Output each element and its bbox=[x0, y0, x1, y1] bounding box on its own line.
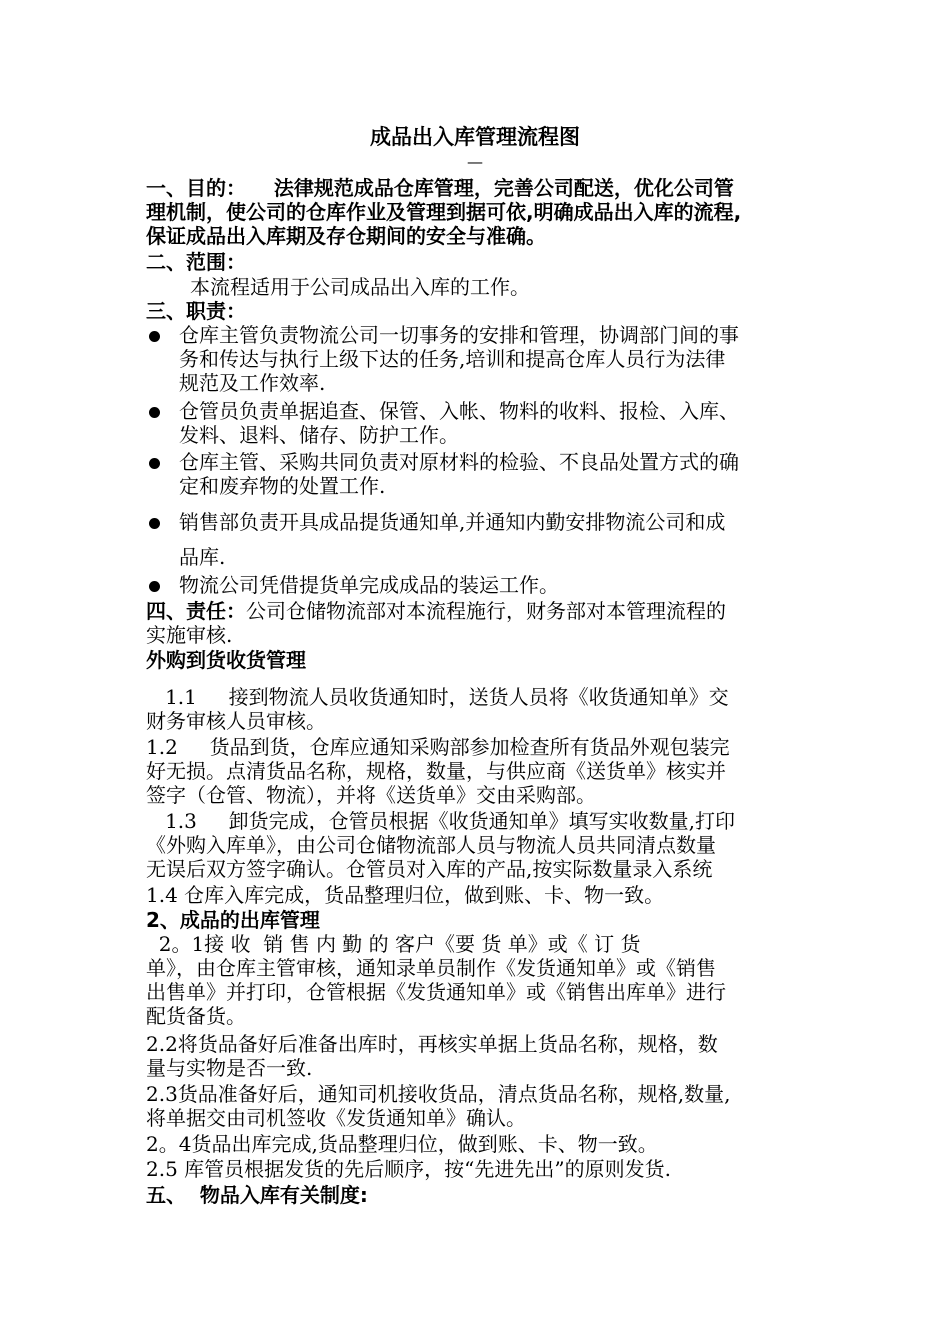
duty-text: 仓库主管、采购共同负责对原材料的检验、不良品处置方式的确 定和废弃物的处置工作. bbox=[179, 450, 739, 498]
purchase-heading: 外购到货收货管理 bbox=[146, 648, 306, 672]
duty-text: 仓管员负责单据追查、保管、入帐、物料的收料、报检、入库、 发料、退料、储存、防护工作。 bbox=[179, 399, 739, 447]
purpose-line-3: 保证成品出入库期及存仓期间的安全与准确。 bbox=[146, 224, 546, 248]
responsibility-heading: 四、责任： bbox=[146, 599, 246, 623]
outbound-para-1: 2。1接 收 销 售 内 勤 的 客户《要 货 单》或《 订 货 单》，由仓库主管审核，通知录单员制作《发货通知单》或《销售 出售单》并打印，仓管根据《发货通知单》或《销售出库单》进行 配货备货。 bbox=[146, 932, 726, 1028]
outbound-para-3: 2.3货品准备好后，通知司机接收货品，清点货品名称，规格,数量, 将单据交由司机签收《发货通知单》确认。 bbox=[146, 1082, 731, 1130]
outbound-para-5: 2.5 库管员根据发货的先后顺序，按“先进先出”的原则发货. bbox=[146, 1157, 671, 1181]
bullet-icon bbox=[149, 407, 160, 418]
duty-text: 品库. bbox=[179, 545, 226, 569]
bullet-icon bbox=[149, 458, 160, 469]
bullet-icon bbox=[149, 581, 160, 592]
document-title: 成品出入库管理流程图 bbox=[370, 125, 580, 149]
purchase-para-3: 1.3 卸货完成，仓管员根据《收货通知单》填写实收数量,打印 《外购入库单》，由公司仓储物流部人员与物流人员共同清点数量 无误后双方签字确认。仓管员对入库的产品,按实际数量录入系统 bbox=[146, 809, 736, 881]
section-purpose bbox=[146, 176, 816, 248]
scope-body: 本流程适用于公司成品出入库的工作。 bbox=[190, 275, 530, 299]
purpose-line-2: 理机制，使公司的仓库作业及管理到据可依,明确成品出入库的流程, bbox=[146, 200, 742, 224]
outbound-para-4: 2。4货品出库完成,货品整理归位，做到账、卡、物一致。 bbox=[146, 1132, 658, 1156]
purchase-para-1: 1.1 接到物流人员收货通知时，送货人员将《收货通知单》交 财务审核人员审核。 bbox=[146, 685, 729, 733]
bullet-icon bbox=[149, 518, 160, 529]
duty-text: 仓库主管负责物流公司一切事务的安排和管理，协调部门间的事 务和传达与执行上级下达的任务,培训和提高仓库人员行为法律 规范及工作效率. bbox=[179, 323, 739, 395]
purpose-heading: 一、目的： bbox=[146, 176, 246, 200]
outbound-heading: 2、成品的出库管理 bbox=[146, 908, 320, 932]
duties-heading: 三、职责： bbox=[146, 299, 246, 323]
duty-text: 销售部负责开具成品提货通知单,并通知内勤安排物流公司和成 bbox=[179, 510, 726, 534]
rules-heading: 五、 物品入库有关制度: bbox=[146, 1183, 368, 1207]
scope-heading: 二、范围： bbox=[146, 250, 246, 274]
bullet-icon bbox=[149, 331, 160, 342]
duty-text: 物流公司凭借提货单完成成品的装运工作。 bbox=[179, 573, 559, 597]
title-dash: — bbox=[467, 152, 483, 171]
section-responsibility bbox=[146, 599, 816, 647]
outbound-para-2: 2.2将货品备好后准备出库时，再核实单据上货品名称，规格，数 量与实物是否一致. bbox=[146, 1032, 718, 1080]
responsibility-body: 公司仓储物流部对本流程施行，财务部对本管理流程的 实施审核. bbox=[146, 599, 726, 647]
purpose-line-1: 法律规范成品仓库管理，完善公司配送，优化公司管 bbox=[246, 176, 734, 200]
purchase-para-2: 1.2 货品到货，仓库应通知采购部参加检查所有货品外观包装完 好无损。点清货品名称，规格，数量，与供应商《送货单》核实并 签字（仓管、物流），并将《送货单》交由采购部。 bbox=[146, 735, 730, 807]
purchase-para-4: 1.4 仓库入库完成，货品整理归位，做到账、卡、物一致。 bbox=[146, 883, 665, 907]
